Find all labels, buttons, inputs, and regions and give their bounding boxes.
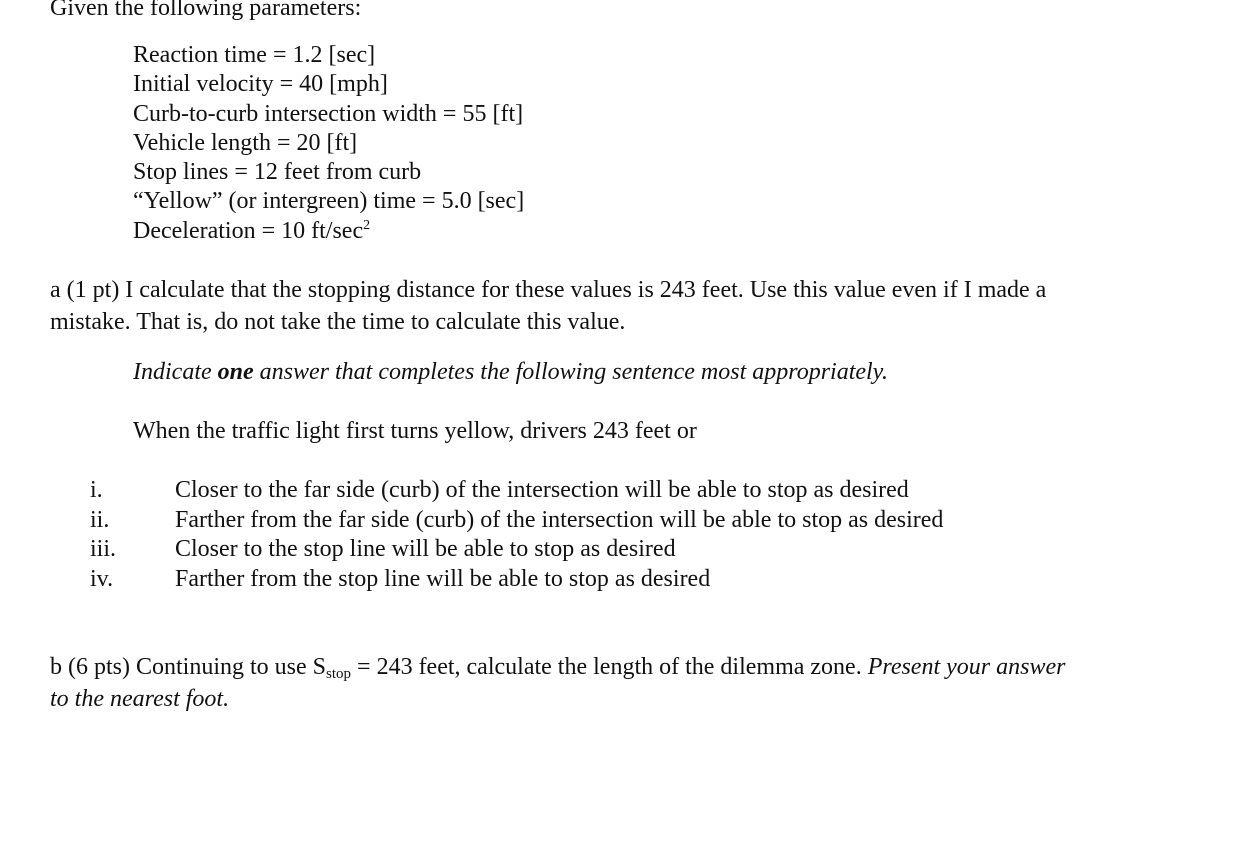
question-a-line-1: a (1 pt) I calculate that the stopping distance for these values is 243 feet. Use this value even if I made a [50, 277, 1047, 303]
option-numeral: iii. [90, 536, 117, 562]
deceleration-exponent: 2 [363, 217, 371, 233]
parameter-vehicle-length: Vehicle length = 20 [ft] [133, 129, 358, 156]
option-text: Farther from the far side (curb) of the intersection will be able to stop as desired [175, 506, 944, 533]
question-b-line-1 [50, 653, 1065, 682]
instruction-bold: one [217, 359, 254, 385]
instruction-before: Indicate [133, 359, 218, 385]
intro-text: Given the following parameters: [50, 0, 362, 21]
question-a-line-2: mistake. That is, do not take the time to calculate this value. [50, 309, 626, 335]
question-b-prefix: b (6 pts) Continuing to use S [50, 654, 327, 680]
option-numeral: ii. [90, 506, 110, 533]
parameter-deceleration [133, 217, 524, 246]
question-a-instruction [133, 358, 888, 387]
option-text: Closer to the stop line will be able to stop as desired [175, 536, 676, 562]
option-numeral: i. [90, 477, 103, 503]
option-numeral: iv. [90, 565, 114, 592]
parameter-intersection-width: Curb-to-curb intersection width = 55 [ft] [133, 100, 524, 127]
question-b-suffix: = 243 feet, calculate the length of the dilemma zone. [351, 654, 868, 680]
question-a-stem: When the traffic light first turns yellow, drivers 243 feet or [133, 418, 697, 444]
deceleration-text: Deceleration = 10 ft/sec [133, 217, 364, 244]
parameter-initial-velocity: Initial velocity = 40 [mph] [133, 71, 388, 98]
question-b-italic-1: Present your answer [867, 654, 1066, 680]
parameter-list [133, 41, 524, 246]
question-b-subscript: stop [326, 666, 352, 682]
parameter-yellow-time: “Yellow” (or intergreen) time = 5.0 [sec] [133, 188, 525, 215]
parameter-reaction-time: Reaction time = 1.2 [sec] [133, 42, 376, 68]
option-text: Closer to the far side (curb) of the intersection will be able to stop as desired [175, 477, 909, 503]
question-b-line-2: to the nearest foot. [50, 686, 230, 712]
option-text: Farther from the stop line will be able to stop as desired [175, 565, 711, 592]
parameter-stop-lines: Stop lines = 12 feet from curb [133, 159, 422, 186]
instruction-after: answer that completes the following sentence most appropriately. [253, 359, 889, 385]
